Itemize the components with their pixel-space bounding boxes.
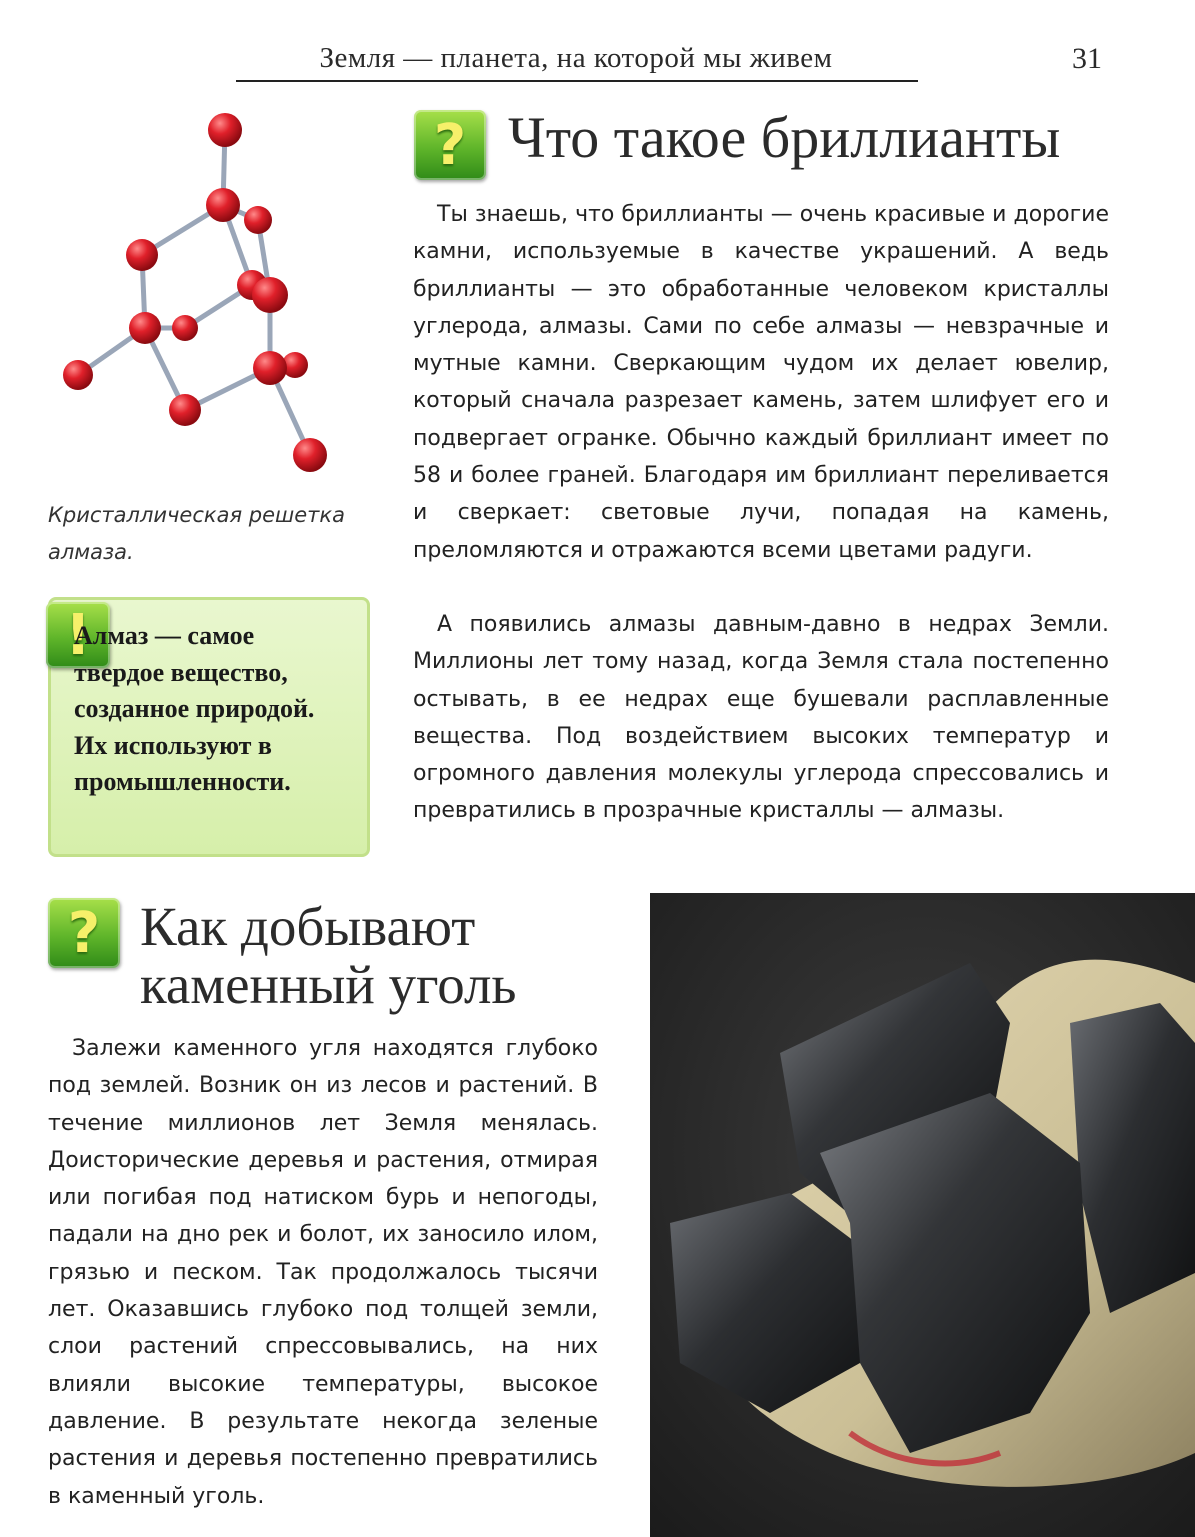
coal-in-glove-photo <box>650 893 1195 1537</box>
page-number: 31 <box>1072 42 1102 75</box>
section-title-coal-line-2: каменный уголь <box>140 954 517 1015</box>
coal-paragraph: Залежи каменного угля находятся глубоко под землей. Возник он из лесов и растений. В течение миллионов лет Земля менялась. Доисторические деревья и растения, отмирая или погибая под натиском бурь и непогоды, падали на дно рек и болот, их заносило илом, грязью и песком. Так продолжалось тысячи лет. Оказавшись глубоко под толщей земли, слои растений спрессовывались, на них влияли высокие температуры, высокое давление. В результате некогда зеленые растения и деревья постепенно превратились в каменный уголь. <box>48 1036 598 1509</box>
running-header-title: Земля — планета, на которой мы живем <box>319 42 833 74</box>
section-title-coal-line-1: Как добывают <box>140 896 476 957</box>
diamond-lattice-illustration <box>60 100 360 480</box>
fact-box-text: Алмаз — самое твердое вещество, созданное природой. Их используют в промышленности. <box>74 621 315 796</box>
diamonds-paragraph-2: А появились алмазы давным-давно в недрах Земли. Миллионы лет тому назад, когда Земля стала постепенно остывать, в ее недрах еще бушевали расплавленные вещества. Под воздействием высоких температур и огромного давления молекулы углерода спрессовались и превратились в прозрачные кристаллы — алмазы. <box>413 612 1109 824</box>
diamonds-paragraph-1: Ты знаешь, что бриллианты — очень красивые и дорогие камни, используемые в качестве украшений. А ведь бриллианты — это обработанные человеком кристаллы углерода, алмазы. Сами по себе алмазы — невзрачные и мутные камни. Сверкающим чудом их делает ювелир, который сначала разрезает камень, затем шлифует его и подвергает огранке. Обычно каждый бриллиант имеет по 58 и более граней. Благодаря им бриллиант переливается и сверкает: световые лучи, попадая на камень, преломляются и отражаются всеми цветами радуги. <box>413 202 1109 563</box>
illustration-caption: Кристаллическая решетка алмаза. <box>48 503 345 564</box>
atom-spheres <box>63 113 327 472</box>
header-rule <box>236 80 918 82</box>
question-mark-icon: ? <box>48 898 120 968</box>
section-title-coal <box>140 898 610 1014</box>
question-mark-icon: ? <box>414 110 486 180</box>
exclamation-icon: ! <box>46 602 110 668</box>
section-title-diamonds: Что такое бриллианты <box>508 105 1061 170</box>
